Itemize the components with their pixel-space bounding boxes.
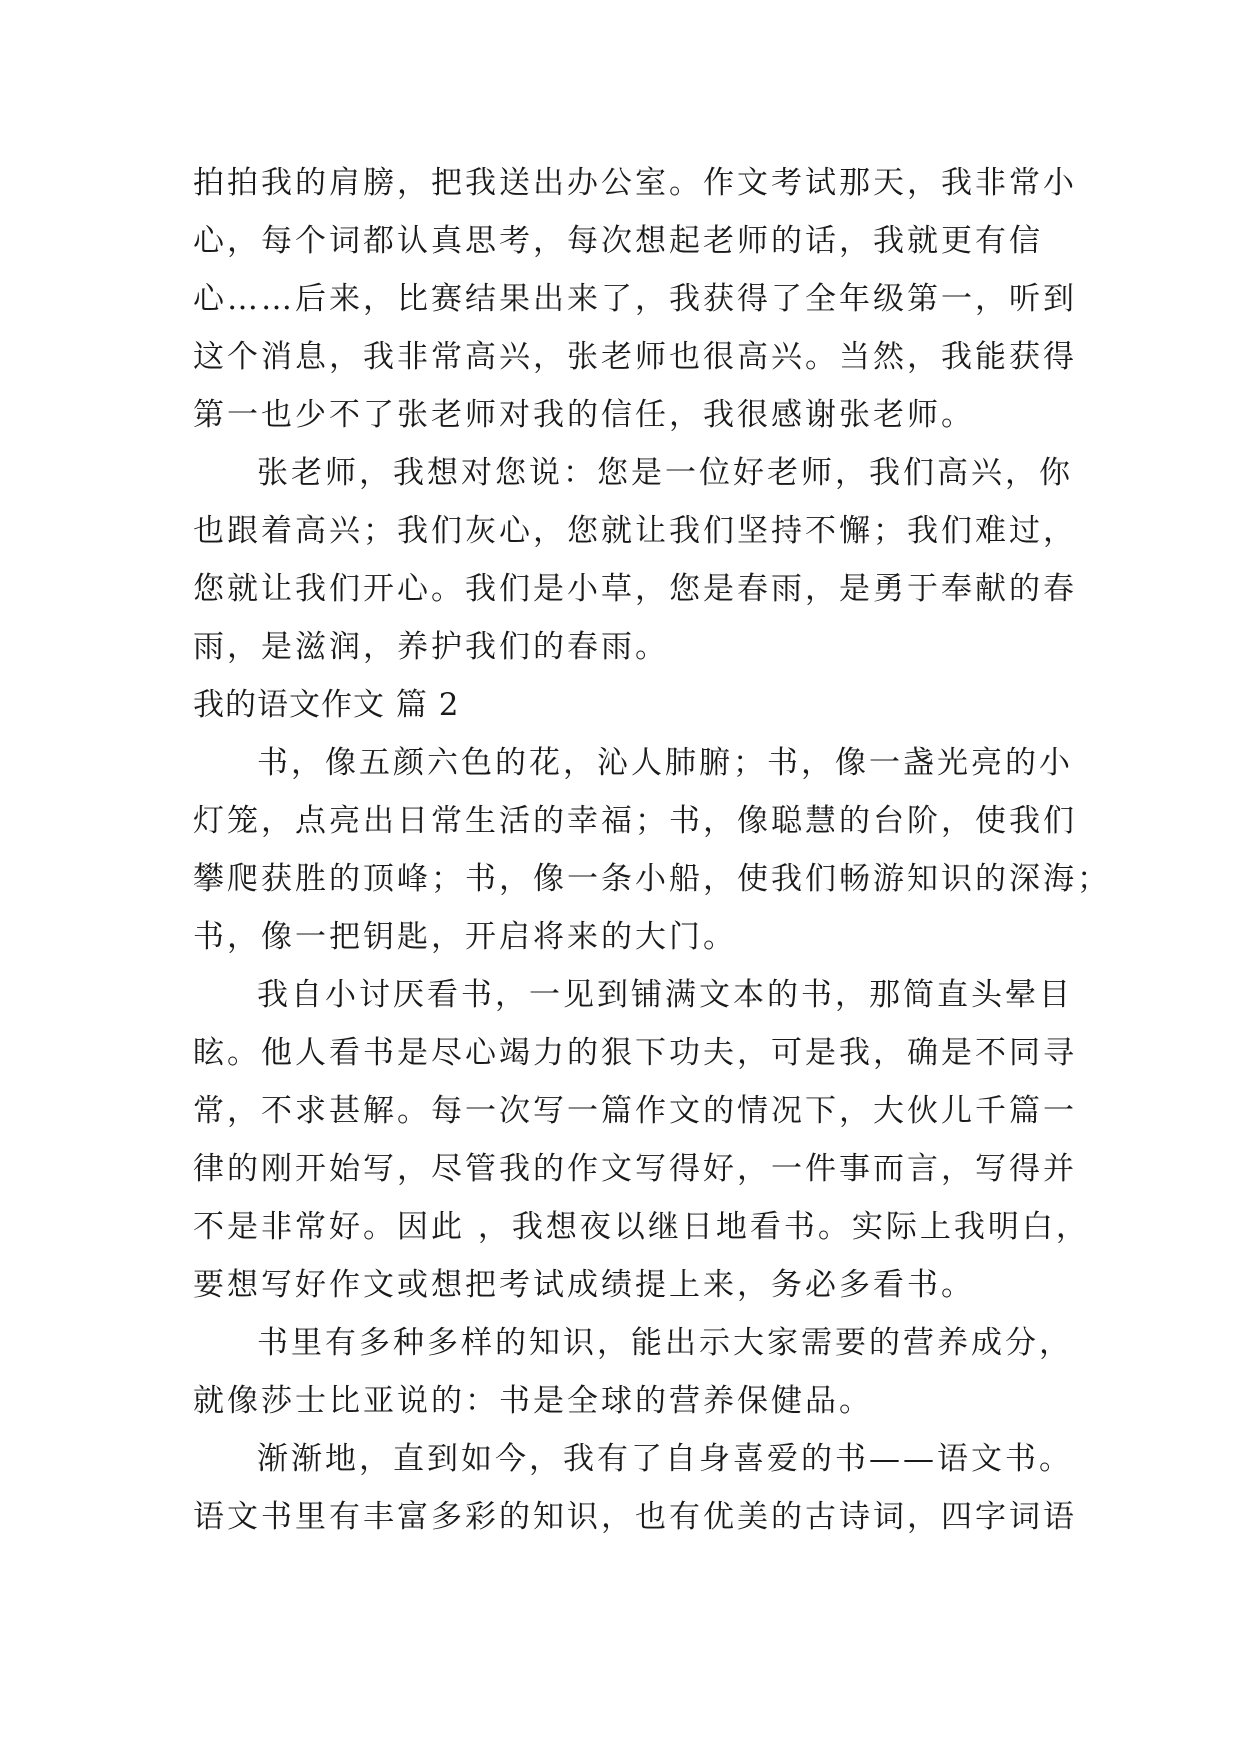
text-line: 不是非常好。因此 ，我想夜以继日地看书。实际上我明白，: [193, 1209, 1090, 1245]
paragraph-start-line: 我自小讨厌看书，一见到铺满文本的书，那简直头晕目: [257, 977, 1073, 1013]
text-line: 书，像一把钥匙，开启将来的大门。: [193, 919, 737, 955]
text-line: 灯笼，点亮出日常生活的幸福；书，像聪慧的台阶，使我们: [193, 803, 1077, 839]
text-line: 这个消息，我非常高兴，张老师也很高兴。当然，我能获得: [193, 339, 1077, 375]
text-line: 眩。他人看书是尽心竭力的狠下功夫，可是我，确是不同寻: [193, 1035, 1077, 1071]
text-line: 第一也少不了张老师对我的信任，我很感谢张老师。: [193, 397, 975, 433]
text-line: 要想写好作文或想把考试成绩提上来，务必多看书。: [193, 1267, 975, 1303]
text-line: 拍拍我的肩膀，把我送出办公室。作文考试那天，我非常小: [193, 165, 1077, 201]
paragraph-start-line: 渐渐地，直到如今，我有了自身喜爱的书——语文书。: [257, 1441, 1073, 1477]
paragraph-start-line: 书里有多种多样的知识，能出示大家需要的营养成分，: [257, 1325, 1073, 1361]
paragraph-start-line: 张老师，我想对您说：您是一位好老师，我们高兴，你: [257, 455, 1073, 491]
text-line: 心，每个词都认真思考，每次想起老师的话，我就更有信: [193, 223, 1043, 259]
text-line: 您就让我们开心。我们是小草，您是春雨，是勇于奉献的春: [193, 571, 1077, 607]
text-line: 攀爬获胜的顶峰；书，像一条小船，使我们畅游知识的深海；: [193, 861, 1111, 897]
text-line: 语文书里有丰富多彩的知识，也有优美的古诗词，四字词语: [193, 1499, 1077, 1535]
section-heading: 我的语文作文 篇 2: [193, 687, 460, 723]
text-line: 律的刚开始写，尽管我的作文写得好，一件事而言，写得并: [193, 1151, 1077, 1187]
text-line: 也跟着高兴；我们灰心，您就让我们坚持不懈；我们难过，: [193, 513, 1077, 549]
text-line: 雨，是滋润，养护我们的春雨。: [193, 629, 669, 665]
paragraph-start-line: 书，像五颜六色的花，沁人肺腑；书，像一盏光亮的小: [257, 745, 1073, 781]
text-line: 常，不求甚解。每一次写一篇作文的情况下，大伙儿千篇一: [193, 1093, 1077, 1129]
text-line: 心……后来，比赛结果出来了，我获得了全年级第一，听到: [193, 281, 1077, 317]
text-line: 就像莎士比亚说的：书是全球的营养保健品。: [193, 1383, 873, 1419]
